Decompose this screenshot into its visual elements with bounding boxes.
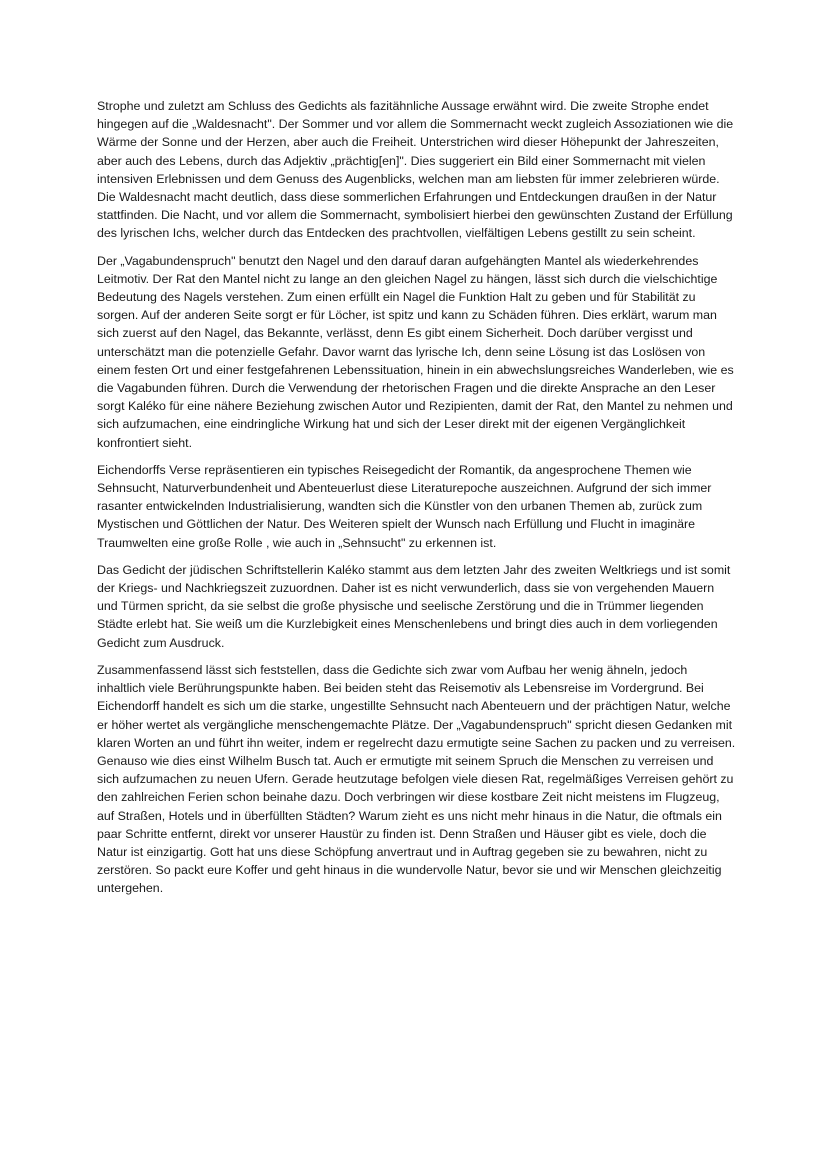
paragraph-eichendorff-romantik: Eichendorffs Verse repräsentieren ein typisches Reisegedicht der Romantik, da angesprochene Themen wie Sehnsucht, Naturverbundenheit und Abenteuerlust diese Literaturepoche auszeichnen. Aufgrund der sich immer rasanter entwickelnden Industrialisierung, wandten sich die Künstler von den urbanen Themen ab, zurück zum Mystischen und Göttlichen der Natur. Des Weiteren spielt der Wunsch nach Erfüllung und Flucht in imaginäre Traumwelten eine große Rolle , wie auch in „Sehnsucht" zu erkennen ist. [97, 462, 712, 550]
paragraph-zusammenfassung: Zusammenfassend lässt sich feststellen, dass die Gedichte sich zwar vom Aufbau her wenig ähneln, jedoch inhaltlich viele Berührungspunkte haben. Bei beiden steht das Reisemotiv als Lebensreise im Vordergrund. Bei Eichendorff handelt es sich um die starke, ungestillte Sehnsucht nach Abenteuern und der prächtigen Natur, welche er höher wertet als vergängliche menschengemachte Plätze. Der „Vagabundenspruch" spricht diesen Gedanken mit klaren Worten an und führt ihn weiter, indem er regelrecht dazu ermutigte seine Sachen zu packen und zu verreisen. Genauso wie dies einst Wilhelm Busch tat. Auch er ermutigte mit seinem Spruch die Menschen zu verreisen und sich aufzumachen zu neuen Ufern. Gerade heutzutage befolgen viele diesen Rat, regelmäßiges Verreisen gehört zu den zahlreichen Ferien schon beinahe dazu. Doch verbringen wir diese kostbare Zeit nicht meistens im Flugzeug, auf Straßen, Hotels und in überfüllten Städten? Warum zieht es uns nicht mehr hinaus in die Natur, die oftmals ein paar Schritte entfernt, direkt vor unserer Haustür zu finden ist. Denn Straßen und Häuser gibt es viele, doch die Natur ist einzigartig. Gott hat uns diese Schöpfung anvertraut und in Auftrag gegeben sie zu bewahren, nicht zu zerstören. So packt eure Koffer und geht hinaus in die wundervolle Natur, bevor sie und wir Menschen gleichzeitig untergehen. [97, 662, 736, 896]
paragraph-sommernacht: Strophe und zuletzt am Schluss des Gedichts als fazitähnliche Aussage erwähnt wird. Die zweite Strophe endet hingegen auf die „Waldesnacht". Der Sommer und vor allem die Sommernacht weckt zugleich Assoziationen wie die Wärme der Sonne und der Herzen, aber auch die Freiheit. Unterstrichen wird dieser Höhepunkt der Jahreszeiten, aber auch des Lebens, durch das Adjektiv „prächtig[en]". Dies suggeriert ein Bild einer Sommernacht mit vielen intensiven Erlebnissen und dem Genuss des Augenblicks, welchen man am liebsten für immer zelebrieren würde. Die Waldesnacht macht deutlich, dass diese sommerlichen Erfahrungen und Entdeckungen draußen in der Natur stattfinden. Die Nacht, und vor allem die Sommernacht, symbolisiert hierbei den gewünschten Zustand der Erfüllung des lyrischen Ichs, welcher durch das Entdecken des prachtvollen, vielfältigen Lebens gestillt zu sein scheint. [97, 99, 734, 241]
paragraph-vagabundenspruch: Der „Vagabundenspruch" benutzt den Nagel und den darauf daran aufgehängten Mantel als wiederkehrendes Leitmotiv. Der Rat den Mantel nicht zu lange an den gleichen Nagel zu hängen, lässt sich durch die vielschichtige Bedeutung des Nagels verstehen. Zum einen erfüllt ein Nagel die Funktion Halt zu geben und für Stabilität zu sorgen. Auf der anderen Seite sorgt er für Löcher, ist spitz und kann zu Schäden führen. Dies erklärt, warum man sich zuerst auf den Nagel, das Bekannte, verlässt, denn Es gibt einem Sicherheit. Doch darüber vergisst und unterschätzt man die potenzielle Gefahr. Davor warnt das lyrische Ich, denn seine Lösung ist das Loslösen von einem festen Ort und einer festgefahrenen Lebenssituation, hinein in ein abwechslungsreiches Wanderleben, wie es die Vagabunden führen. Durch die Verwendung der rhetorischen Fragen und die direkte Ansprache an den Leser sorgt Kaléko für eine nähere Beziehung zwischen Autor und Rezipienten, damit der Rat, den Mantel zu nehmen und sich aufzumachen, eine eindringliche Wirkung hat und sich der Leser direkt mit der eigenen Vergänglichkeit konfrontiert sieht. [97, 253, 734, 450]
document-body [97, 97, 737, 907]
paragraph-kaleko-kontext: Das Gedicht der jüdischen Schriftstellerin Kaléko stammt aus dem letzten Jahr des zweiten Weltkriegs und ist somit der Kriegs- und Nachkriegszeit zuzuordnen. Daher ist es nicht verwunderlich, dass sie von vergehenden Mauern und Türmen spricht, da sie selbst die große physische und seelische Zerstörung und die in Trümmer liegenden Städte erlebt hat. Sie weiß um die Kurzlebigkeit eines Menschenlebens und bringt dies auch in dem vorliegenden Gedicht zum Ausdruck. [97, 562, 731, 650]
